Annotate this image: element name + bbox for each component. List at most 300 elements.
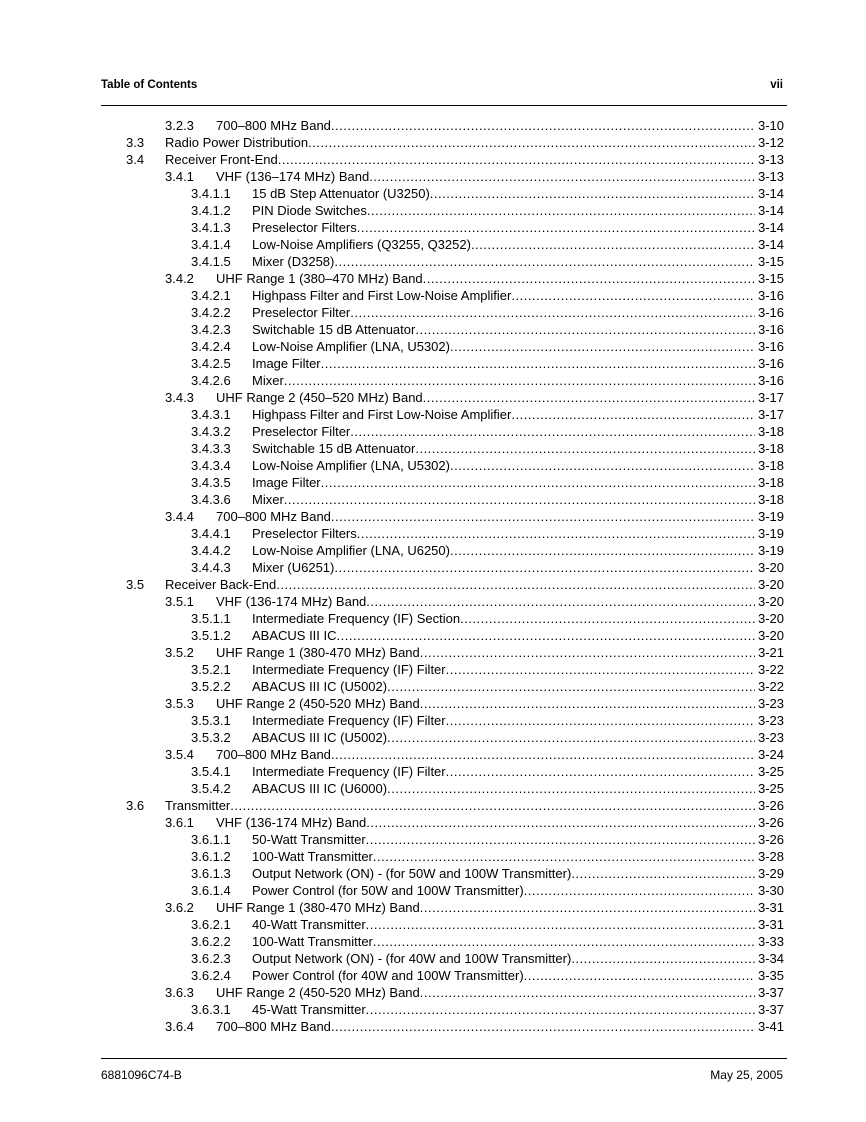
toc-entry-page[interactable]: 3-18	[757, 475, 784, 490]
toc-entry-page[interactable]: 3-37	[757, 1002, 784, 1017]
toc-entry-page[interactable]: 3-29	[757, 866, 784, 881]
toc-entry-leader	[252, 542, 755, 559]
toc-entry[interactable]	[0, 882, 866, 899]
toc-entry-page[interactable]: 3-12	[757, 135, 784, 150]
toc-entry-page[interactable]: 3-26	[757, 815, 784, 830]
toc-entry-title[interactable]: Low-Noise Amplifiers (Q3255, Q3252)	[252, 237, 471, 252]
toc-entry[interactable]	[0, 304, 866, 321]
toc-entry-leader	[252, 338, 755, 355]
toc-entry-title[interactable]: Power Control (for 40W and 100W Transmitter)	[252, 968, 524, 983]
toc-entry[interactable]	[0, 644, 866, 661]
toc-entry-number: 3.3	[126, 135, 145, 150]
toc-entry[interactable]	[0, 729, 866, 746]
header-page-number: vii	[770, 79, 783, 91]
toc-entry-number: 3.5.4.2	[191, 781, 231, 796]
toc-entry[interactable]	[0, 950, 866, 967]
toc-entry-number: 3.6.2.4	[191, 968, 231, 983]
toc-dot-leader	[387, 678, 755, 695]
toc-entry-leader	[252, 610, 755, 627]
toc-entry-number: 3.4.1.5	[191, 254, 231, 269]
toc-entry-page[interactable]: 3-25	[757, 781, 784, 796]
toc-entry[interactable]	[0, 525, 866, 542]
toc-dot-leader	[337, 627, 755, 644]
toc-entry-number: 3.4.2.2	[191, 305, 231, 320]
toc-entry-title[interactable]: 100-Watt Transmitter	[252, 934, 373, 949]
toc-entry[interactable]	[0, 627, 866, 644]
toc-entry-number: 3.5	[126, 577, 145, 592]
toc-entry-title[interactable]: Low-Noise Amplifier (LNA, U6250)	[252, 543, 450, 558]
toc-dot-leader	[571, 865, 755, 882]
toc-entry-page[interactable]: 3-14	[757, 220, 784, 235]
toc-entry-leader	[252, 304, 755, 321]
toc-entry-leader	[252, 423, 755, 440]
toc-entry-number: 3.4	[126, 152, 145, 167]
toc-entry-number: 3.5.4.1	[191, 764, 231, 779]
toc-dot-leader	[278, 151, 755, 168]
toc-entry-number: 3.4.2	[165, 271, 194, 286]
toc-entry[interactable]	[0, 797, 866, 814]
toc-entry[interactable]	[0, 236, 866, 253]
toc-entry-leader	[252, 440, 755, 457]
toc-entry-leader	[216, 389, 755, 406]
toc-entry-title[interactable]: Output Network (ON) - (for 50W and 100W Transmitter)	[252, 866, 572, 881]
toc-dot-leader	[366, 814, 755, 831]
toc-entry-title[interactable]: 700–800 MHz Band	[216, 747, 331, 762]
toc-entry[interactable]	[0, 678, 866, 695]
toc-entry-leader	[252, 406, 755, 423]
toc-entry-title[interactable]: Intermediate Frequency (IF) Filter	[252, 764, 446, 779]
toc-entry-number: 3.4.2.1	[191, 288, 231, 303]
toc-entry-page[interactable]: 3-18	[757, 458, 784, 473]
toc-entry-page[interactable]: 3-41	[757, 1019, 784, 1034]
toc-entry-title[interactable]: Preselector Filters	[252, 526, 357, 541]
toc-dot-leader	[331, 508, 755, 525]
toc-entry[interactable]	[0, 202, 866, 219]
toc-dot-leader	[308, 134, 755, 151]
toc-entry[interactable]	[0, 933, 866, 950]
toc-entry-leader	[252, 355, 755, 372]
toc-entry-number: 3.4.3.6	[191, 492, 231, 507]
toc-entry[interactable]	[0, 219, 866, 236]
toc-entry[interactable]	[0, 151, 866, 168]
toc-entry-title[interactable]: Mixer	[252, 373, 284, 388]
toc-entry-number: 3.4.1.4	[191, 237, 231, 252]
toc-entry-title[interactable]: Preselector Filters	[252, 220, 357, 235]
toc-entry-leader	[216, 899, 755, 916]
toc-entry-title[interactable]: VHF (136–174 MHz) Band	[216, 169, 370, 184]
toc-entry-page[interactable]: 3-30	[757, 883, 784, 898]
footer-divider	[101, 1058, 787, 1059]
toc-entry-page[interactable]: 3-16	[757, 339, 784, 354]
toc-entry-page[interactable]: 3-35	[757, 968, 784, 983]
toc-entry-number: 3.6.1	[165, 815, 194, 830]
toc-dot-leader	[366, 1001, 755, 1018]
toc-entry-page[interactable]: 3-31	[757, 917, 784, 932]
toc-entry[interactable]	[0, 916, 866, 933]
toc-dot-leader	[373, 933, 755, 950]
toc-entry-page[interactable]: 3-19	[757, 526, 784, 541]
toc-entry-leader	[252, 185, 755, 202]
toc-entry-title[interactable]: Mixer (D3258)	[252, 254, 335, 269]
toc-dot-leader	[524, 882, 755, 899]
toc-entry-title[interactable]: 700–800 MHz Band	[216, 509, 331, 524]
toc-entry-number: 3.4.1.3	[191, 220, 231, 235]
toc-entry-number: 3.2.3	[165, 118, 194, 133]
toc-entry[interactable]	[0, 831, 866, 848]
toc-entry-title[interactable]: UHF Range 2 (450-520 MHz) Band	[216, 696, 420, 711]
toc-entry-number: 3.5.1.1	[191, 611, 231, 626]
toc-dot-leader	[321, 355, 755, 372]
toc-entry-page[interactable]: 3-24	[757, 747, 784, 762]
toc-entry-title[interactable]: Switchable 15 dB Attenuator	[252, 322, 416, 337]
toc-entry[interactable]	[0, 1018, 866, 1035]
toc-entry-page[interactable]: 3-20	[757, 594, 784, 609]
toc-dot-leader	[373, 848, 755, 865]
toc-dot-leader	[420, 984, 755, 1001]
toc-entry-leader	[252, 661, 755, 678]
toc-entry-leader	[216, 593, 755, 610]
toc-entry-number: 3.5.3.1	[191, 713, 231, 728]
document-number: 6881096C74-B	[101, 1068, 182, 1082]
toc-dot-leader	[331, 117, 755, 134]
toc-dot-leader	[350, 423, 755, 440]
toc-entry-title[interactable]: ABACUS III IC (U6000)	[252, 781, 388, 796]
toc-entry[interactable]	[0, 457, 866, 474]
toc-entry-page[interactable]: 3-17	[757, 407, 784, 422]
toc-dot-leader	[387, 729, 755, 746]
toc-entry[interactable]	[0, 763, 866, 780]
toc-dot-leader	[415, 440, 755, 457]
toc-entry-number: 3.6.1.3	[191, 866, 231, 881]
toc-entry-page[interactable]: 3-21	[757, 645, 784, 660]
toc-entry-title[interactable]: Highpass Filter and First Low-Noise Amplifier	[252, 407, 512, 422]
toc-entry-title[interactable]: 100-Watt Transmitter	[252, 849, 373, 864]
toc-entry-leader	[216, 644, 755, 661]
toc-entry-title[interactable]: UHF Range 1 (380-470 MHz) Band	[216, 900, 420, 915]
toc-entry-page[interactable]: 3-28	[757, 849, 784, 864]
toc-entry-number: 3.5.1	[165, 594, 194, 609]
toc-entry-leader	[216, 1018, 755, 1035]
toc-entry-leader	[252, 287, 755, 304]
toc-entry-number: 3.5.2.2	[191, 679, 231, 694]
toc-entry-title[interactable]: Switchable 15 dB Attenuator	[252, 441, 416, 456]
toc-entry-title[interactable]: UHF Range 1 (380-470 MHz) Band	[216, 645, 420, 660]
toc-entry-number: 3.6.1.2	[191, 849, 231, 864]
toc-entry-page[interactable]: 3-23	[757, 730, 784, 745]
toc-entry[interactable]	[0, 780, 866, 797]
toc-entry-leader	[252, 763, 755, 780]
toc-entry-number: 3.6.1.4	[191, 883, 231, 898]
toc-dot-leader	[450, 542, 755, 559]
toc-dot-leader	[369, 168, 755, 185]
header-divider	[101, 105, 787, 106]
toc-entry-leader	[252, 253, 755, 270]
toc-entry-leader	[252, 321, 755, 338]
toc-entry-number: 3.4.2.6	[191, 373, 231, 388]
toc-entry-page[interactable]: 3-16	[757, 373, 784, 388]
toc-entry-page[interactable]: 3-26	[757, 832, 784, 847]
toc-entry[interactable]	[0, 389, 866, 406]
toc-dot-leader	[331, 746, 755, 763]
toc-entry-title[interactable]: Intermediate Frequency (IF) Section	[252, 611, 461, 626]
toc-dot-leader	[511, 287, 755, 304]
toc-entry-title[interactable]: Receiver Back-End	[165, 577, 277, 592]
toc-entry[interactable]	[0, 406, 866, 423]
toc-entry-page[interactable]: 3-31	[757, 900, 784, 915]
toc-entry[interactable]	[0, 542, 866, 559]
toc-entry-title[interactable]: Output Network (ON) - (for 40W and 100W Transmitter)	[252, 951, 572, 966]
toc-entry[interactable]	[0, 865, 866, 882]
toc-entry-title[interactable]: Intermediate Frequency (IF) Filter	[252, 662, 446, 677]
toc-dot-leader	[357, 525, 755, 542]
toc-entry-title[interactable]: Highpass Filter and First Low-Noise Amplifier	[252, 288, 512, 303]
toc-entry-title[interactable]: 15 dB Step Attenuator (U3250)	[252, 186, 430, 201]
toc-dot-leader	[571, 950, 755, 967]
toc-entry-page[interactable]: 3-19	[757, 509, 784, 524]
toc-entry[interactable]	[0, 593, 866, 610]
toc-entry-leader	[252, 525, 755, 542]
toc-dot-leader	[366, 916, 755, 933]
toc-entry-title[interactable]: Image Filter	[252, 475, 321, 490]
toc-entry[interactable]	[0, 117, 866, 134]
toc-entry-leader	[252, 916, 755, 933]
toc-entry[interactable]	[0, 576, 866, 593]
page-header	[101, 79, 783, 95]
toc-entry-number: 3.4.2.4	[191, 339, 231, 354]
toc-entry[interactable]	[0, 848, 866, 865]
toc-entry-page[interactable]: 3-23	[757, 713, 784, 728]
toc-entry-title[interactable]: Intermediate Frequency (IF) Filter	[252, 713, 446, 728]
toc-entry-number: 3.6	[126, 798, 145, 813]
toc-entry-page[interactable]: 3-20	[757, 611, 784, 626]
toc-entry-title[interactable]: 700–800 MHz Band	[216, 118, 331, 133]
toc-entry[interactable]	[0, 440, 866, 457]
toc-entry-page[interactable]: 3-20	[757, 628, 784, 643]
toc-entry-leader	[216, 117, 755, 134]
toc-entry-leader	[165, 151, 755, 168]
toc-entry-leader	[252, 865, 755, 882]
toc-entry-page[interactable]: 3-37	[757, 985, 784, 1000]
toc-entry-page[interactable]: 3-26	[757, 798, 784, 813]
toc-entry-leader	[252, 491, 755, 508]
toc-entry[interactable]	[0, 712, 866, 729]
toc-entry-number: 3.4.1	[165, 169, 194, 184]
toc-entry-page[interactable]: 3-25	[757, 764, 784, 779]
toc-entry[interactable]	[0, 508, 866, 525]
toc-dot-leader	[430, 185, 755, 202]
toc-entry-number: 3.4.3.5	[191, 475, 231, 490]
toc-entry-page[interactable]: 3-22	[757, 679, 784, 694]
header-title: Table of Contents	[101, 79, 198, 91]
toc-entry[interactable]	[0, 321, 866, 338]
toc-entry-leader	[252, 372, 755, 389]
toc-entry-page[interactable]: 3-15	[757, 271, 784, 286]
toc-entry[interactable]	[0, 661, 866, 678]
toc-entry-page[interactable]: 3-23	[757, 696, 784, 711]
toc-entry-number: 3.5.2	[165, 645, 194, 660]
toc-entry[interactable]	[0, 610, 866, 627]
toc-entry-number: 3.5.1.2	[191, 628, 231, 643]
toc-dot-leader	[334, 559, 755, 576]
toc-entry-title[interactable]: Preselector Filter	[252, 424, 351, 439]
toc-entry-leader	[252, 474, 755, 491]
toc-entry-title[interactable]: ABACUS III IC (U5002)	[252, 679, 388, 694]
toc-entry-number: 3.4.4.1	[191, 526, 231, 541]
toc-entry[interactable]	[0, 967, 866, 984]
toc-entry-leader	[252, 729, 755, 746]
toc-entry-leader	[252, 950, 755, 967]
toc-entry-title[interactable]: Mixer	[252, 492, 284, 507]
toc-entry[interactable]	[0, 134, 866, 151]
toc-entry-page[interactable]: 3-33	[757, 934, 784, 949]
toc-dot-leader	[331, 1018, 755, 1035]
toc-entry[interactable]	[0, 491, 866, 508]
toc-entry-leader	[252, 678, 755, 695]
toc-entry-number: 3.5.4	[165, 747, 194, 762]
toc-entry-number: 3.6.2.2	[191, 934, 231, 949]
toc-dot-leader	[284, 372, 755, 389]
toc-entry-page[interactable]: 3-20	[757, 577, 784, 592]
toc-entry-leader	[216, 270, 755, 287]
toc-entry-page[interactable]: 3-14	[757, 203, 784, 218]
toc-entry-title[interactable]: VHF (136-174 MHz) Band	[216, 594, 367, 609]
toc-dot-leader	[423, 389, 755, 406]
toc-entry-title[interactable]: ABACUS III IC (U5002)	[252, 730, 388, 745]
toc-entry[interactable]	[0, 984, 866, 1001]
toc-entry-leader	[216, 695, 755, 712]
toc-entry-leader	[252, 967, 755, 984]
toc-dot-leader	[387, 780, 755, 797]
toc-entry-page[interactable]: 3-15	[757, 254, 784, 269]
toc-entry-page[interactable]: 3-19	[757, 543, 784, 558]
toc-entry[interactable]	[0, 423, 866, 440]
toc-entry-page[interactable]: 3-18	[757, 441, 784, 456]
toc-entry-title[interactable]: Power Control (for 50W and 100W Transmitter)	[252, 883, 524, 898]
toc-entry-title[interactable]: 40-Watt Transmitter	[252, 917, 366, 932]
toc-entry-number: 3.4.1.1	[191, 186, 231, 201]
toc-entry-leader	[252, 848, 755, 865]
toc-dot-leader	[450, 338, 755, 355]
toc-entry-page[interactable]: 3-18	[757, 424, 784, 439]
toc-entry-title[interactable]: UHF Range 2 (450–520 MHz) Band	[216, 390, 423, 405]
toc-entry-page[interactable]: 3-13	[757, 152, 784, 167]
toc-dot-leader	[524, 967, 755, 984]
toc-dot-leader	[415, 321, 755, 338]
toc-entry-title[interactable]: Image Filter	[252, 356, 321, 371]
toc-entry[interactable]	[0, 372, 866, 389]
toc-entry-title[interactable]: 45-Watt Transmitter	[252, 1002, 366, 1017]
toc-entry-leader	[252, 831, 755, 848]
toc-entry-leader	[252, 202, 755, 219]
toc-entry-page[interactable]: 3-22	[757, 662, 784, 677]
toc-entry-page[interactable]: 3-16	[757, 322, 784, 337]
toc-entry-page[interactable]: 3-14	[757, 186, 784, 201]
toc-entry-leader	[216, 814, 755, 831]
toc-entry-number: 3.4.3.1	[191, 407, 231, 422]
toc-entry-number: 3.6.1.1	[191, 832, 231, 847]
toc-entry-title[interactable]: VHF (136-174 MHz) Band	[216, 815, 367, 830]
toc-entry-number: 3.6.3	[165, 985, 194, 1000]
toc-entry-page[interactable]: 3-20	[757, 560, 784, 575]
toc-entry-number: 3.4.1.2	[191, 203, 231, 218]
toc-entry-page[interactable]: 3-16	[757, 288, 784, 303]
toc-entry-number: 3.5.2.1	[191, 662, 231, 677]
toc-entry[interactable]	[0, 899, 866, 916]
toc-entry-title[interactable]: PIN Diode Switches	[252, 203, 367, 218]
toc-entry-title[interactable]: Receiver Front-End	[165, 152, 278, 167]
toc-entry-title[interactable]: Low-Noise Amplifier (LNA, U5302)	[252, 458, 450, 473]
toc-entry-number: 3.4.3.2	[191, 424, 231, 439]
toc-entry-leader	[252, 712, 755, 729]
toc-entry-page[interactable]: 3-17	[757, 390, 784, 405]
toc-entry[interactable]	[0, 695, 866, 712]
toc-entry[interactable]	[0, 338, 866, 355]
toc-entry-page[interactable]: 3-10	[757, 118, 784, 133]
toc-entry[interactable]	[0, 1001, 866, 1018]
toc-entry-title[interactable]: Preselector Filter	[252, 305, 351, 320]
toc-entry-title[interactable]: ABACUS III IC	[252, 628, 337, 643]
toc-entry[interactable]	[0, 185, 866, 202]
toc-dot-leader	[230, 797, 755, 814]
toc-entry-leader	[165, 576, 755, 593]
toc-dot-leader	[334, 253, 755, 270]
toc-dot-leader	[420, 644, 755, 661]
toc-entry-page[interactable]: 3-16	[757, 356, 784, 371]
toc-entry-leader	[216, 984, 755, 1001]
toc-entry[interactable]	[0, 355, 866, 372]
toc-dot-leader	[284, 491, 755, 508]
toc-dot-leader	[420, 899, 755, 916]
toc-dot-leader	[460, 610, 755, 627]
toc-entry-page[interactable]: 3-18	[757, 492, 784, 507]
toc-entry-leader	[216, 168, 755, 185]
toc-entry-page[interactable]: 3-14	[757, 237, 784, 252]
toc-entry-title[interactable]: UHF Range 2 (450-520 MHz) Band	[216, 985, 420, 1000]
toc-entry-page[interactable]: 3-16	[757, 305, 784, 320]
toc-entry-leader	[252, 627, 755, 644]
toc-entry-title[interactable]: UHF Range 1 (380–470 MHz) Band	[216, 271, 423, 286]
toc-entry-number: 3.5.3.2	[191, 730, 231, 745]
toc-entry-page[interactable]: 3-34	[757, 951, 784, 966]
toc-entry[interactable]	[0, 168, 866, 185]
toc-entry-leader	[252, 882, 755, 899]
toc-entry[interactable]	[0, 253, 866, 270]
toc-entry[interactable]	[0, 814, 866, 831]
toc-entry[interactable]	[0, 474, 866, 491]
toc-dot-leader	[366, 593, 755, 610]
toc-entry[interactable]	[0, 270, 866, 287]
toc-dot-leader	[350, 304, 755, 321]
toc-dot-leader	[367, 202, 755, 219]
toc-entry-title[interactable]: Transmitter	[165, 798, 231, 813]
toc-entry-number: 3.4.4	[165, 509, 194, 524]
toc-entry-number: 3.6.4	[165, 1019, 194, 1034]
toc-entry[interactable]	[0, 287, 866, 304]
toc-entry-title[interactable]: Radio Power Distribution	[165, 135, 309, 150]
toc-entry[interactable]	[0, 559, 866, 576]
toc-entry-leader	[252, 219, 755, 236]
toc-entry-title[interactable]: Mixer (U6251)	[252, 560, 335, 575]
toc-entry[interactable]	[0, 746, 866, 763]
toc-dot-leader	[357, 219, 755, 236]
toc-entry-title[interactable]: 50-Watt Transmitter	[252, 832, 366, 847]
toc-entry-page[interactable]: 3-13	[757, 169, 784, 184]
toc-entry-leader	[252, 236, 755, 253]
toc-entry-number: 3.4.4.2	[191, 543, 231, 558]
toc-entry-title[interactable]: Low-Noise Amplifier (LNA, U5302)	[252, 339, 450, 354]
toc-entry-title[interactable]: 700–800 MHz Band	[216, 1019, 331, 1034]
table-of-contents	[0, 117, 866, 1035]
